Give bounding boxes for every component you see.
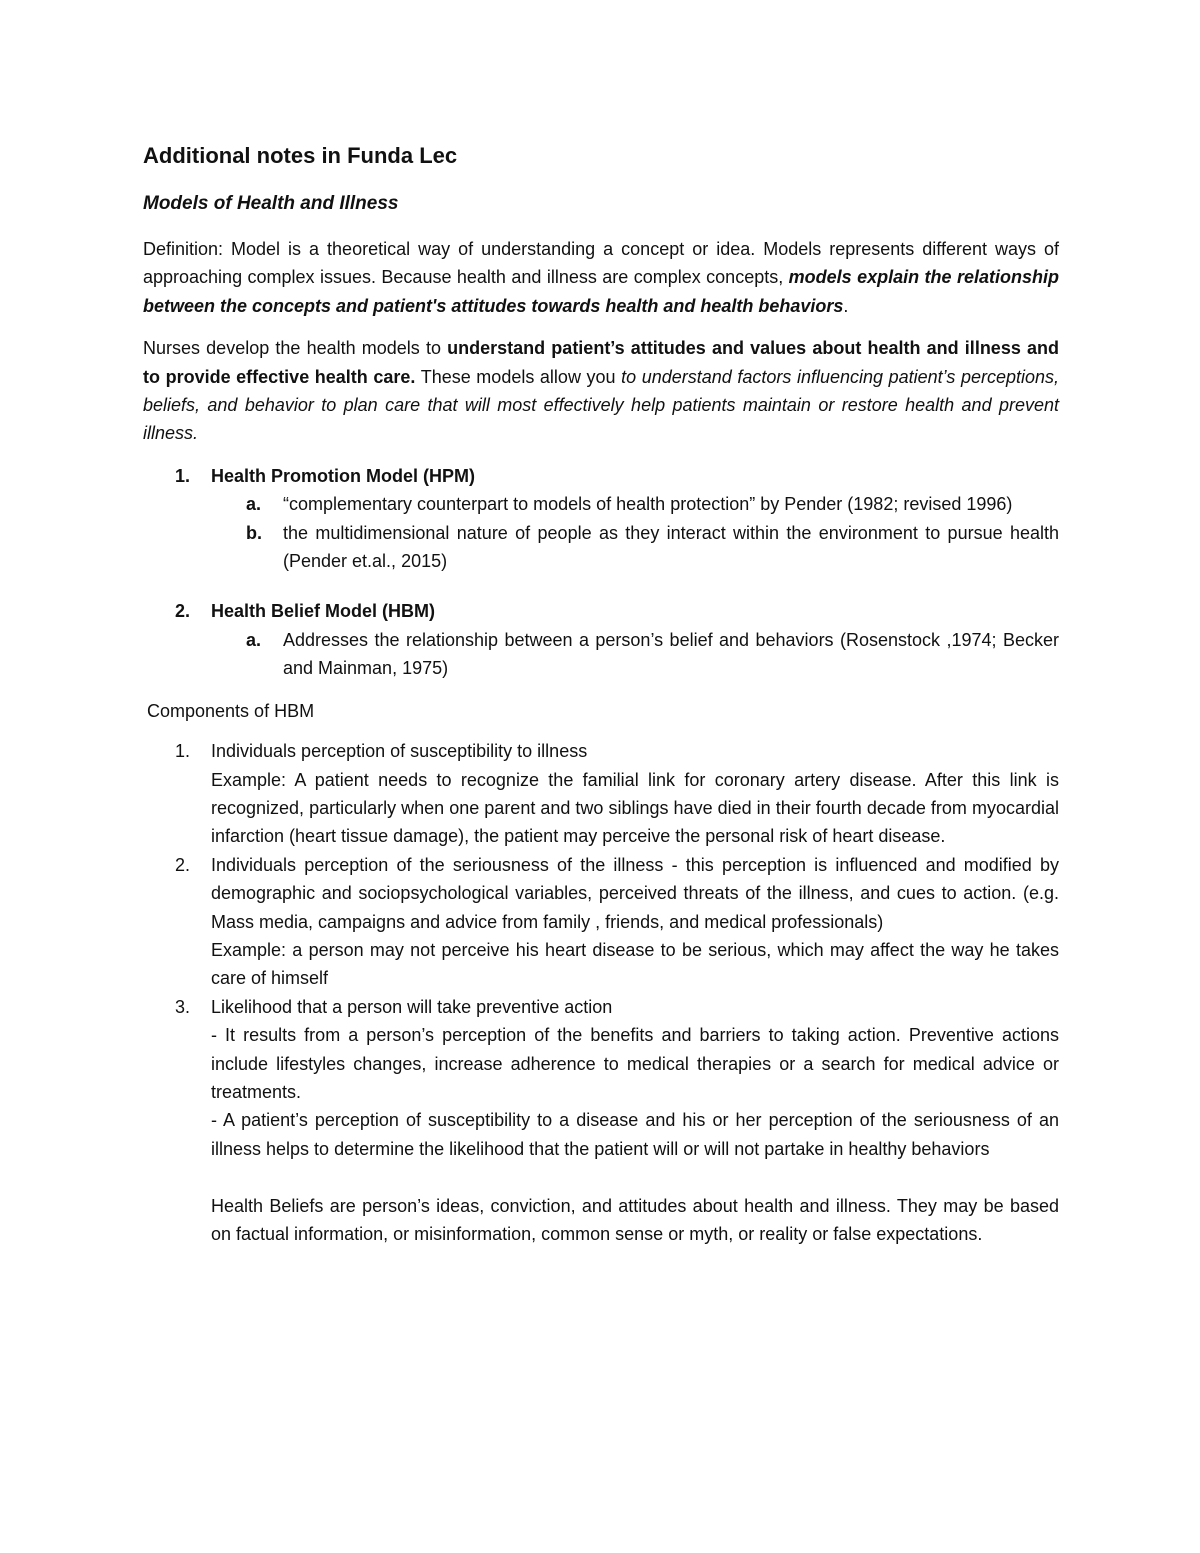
document-title: Additional notes in Funda Lec <box>143 143 458 168</box>
component-head: Individuals perception of susceptibility to illness <box>211 741 588 762</box>
list-letter: b. <box>246 522 262 543</box>
model-title: Health Belief Model (HBM) <box>211 601 436 622</box>
list-item-text: Addresses the relationship between a person’s belief and behaviors (Rosenstock ,1974; Becker and Mainman, 1975) <box>283 629 1059 679</box>
list-number: 1. <box>175 465 191 486</box>
definition-end: . <box>843 295 849 316</box>
list-letter: a. <box>246 629 262 650</box>
nurses-text-c: These models allow you <box>415 366 622 387</box>
list-letter: a. <box>246 494 262 515</box>
definition-emphasis: models explain the relationship between the concepts and patient's attitudes towards health and health behaviors <box>143 267 1059 316</box>
list-number: 2. <box>175 601 191 622</box>
list-number: 1. <box>175 741 191 762</box>
health-beliefs-paragraph: Health Beliefs are person’s ideas, conviction, and attitudes about health and illness. They may be based on factual information, or misinformation, common sense or myth, or reality or false expectations. <box>211 1195 1059 1244</box>
list-item <box>143 519 1059 576</box>
definition-paragraph <box>143 235 1059 320</box>
component-line: - It results from a person’s perception of the benefits and barriers to taking action. Preventive actions include lifestyles changes, increase adherence to medical therapies or a search for medical advice or treatments. <box>211 1025 1059 1102</box>
nurses-text-italic: to understand factors influencing patient’s perceptions, beliefs, and behavior to plan care that will most effectively help patients maintain or restore health and prevent illness. <box>143 366 1060 444</box>
component-head: Individuals perception of the seriousness of the illness - this perception is influenced and modified by demographic and sociopsychological variables, perceived threats of the illness, and cues to action. (e.g. Mass media, campaigns and advice from family , friends, and medical professionals) <box>211 854 1059 932</box>
components-heading: Components of HBM <box>147 700 315 721</box>
model-heading-hpm <box>143 462 1059 490</box>
list-item-text: “complementary counterpart to models of health protection” by Pender (1982; revised 1996) <box>283 494 1013 515</box>
component-line: - A patient’s perception of susceptibility to a disease and his or her perception of the seriousness of an illness helps to determine the likelihood that the patient will or will not partake in healthy behaviors <box>211 1110 1059 1159</box>
component-line: Example: A patient needs to recognize the familial link for coronary artery disease. After this link is recognized, particularly when one parent and two siblings have died in their fourth decade from myocardial infarction (heart tissue damage), the patient may perceive the personal risk of heart disease. <box>211 769 1059 847</box>
component-head: Likelihood that a person will take preventive action <box>211 996 613 1017</box>
list-number: 2. <box>175 854 191 875</box>
nurses-text-bold: understand patient’s attitudes and values about health and illness and to provide effective health care. <box>143 338 1060 387</box>
nurses-text-a: Nurses develop the health models to <box>143 338 448 359</box>
component-item <box>143 737 1059 851</box>
component-item <box>143 851 1059 993</box>
list-number: 3. <box>175 996 191 1017</box>
nurses-paragraph <box>143 334 1059 448</box>
section-subtitle: Models of Health and Illness <box>143 193 399 214</box>
definition-text: Definition: Model is a theoretical way of understanding a concept or idea. Models represents different ways of approaching complex issues. Because health and illness are complex concepts, <box>143 239 1059 288</box>
list-item-text: the multidimensional nature of people as they interact within the environment to pursue health (Pender et.al., 2015) <box>283 522 1059 572</box>
list-item <box>143 626 1059 683</box>
list-item <box>143 490 1059 518</box>
model-heading-hbm <box>143 597 1059 625</box>
component-item <box>143 993 1059 1249</box>
component-line: Example: a person may not perceive his heart disease to be serious, which may affect the way he takes care of himself <box>211 939 1059 989</box>
model-title: Health Promotion Model (HPM) <box>211 465 475 486</box>
